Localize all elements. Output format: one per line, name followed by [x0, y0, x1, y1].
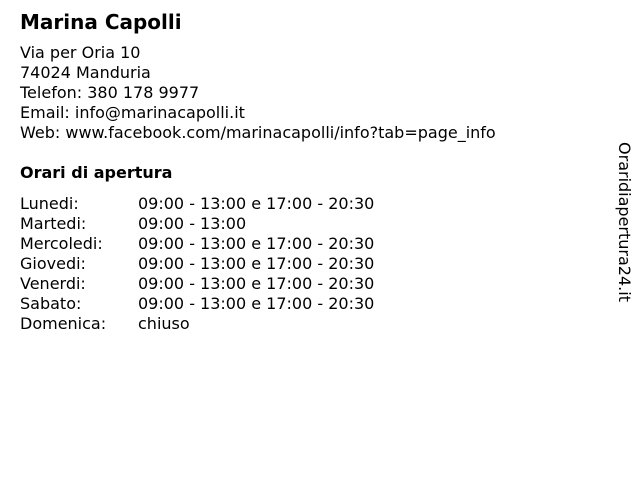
phone-text: Telefon: 380 178 9977	[20, 83, 200, 102]
site-watermark: Oraridiapertura24.it	[615, 142, 634, 302]
day-label: Venerdi:	[20, 274, 86, 293]
address-street: Via per Oria 10	[20, 43, 141, 62]
day-label: Lunedi:	[20, 194, 79, 213]
time-value: chiuso	[138, 314, 190, 333]
time-value: 09:00 - 13:00	[138, 214, 247, 233]
day-label: Giovedi:	[20, 254, 86, 273]
address-city: 74024 Manduria	[20, 63, 151, 82]
day-label: Domenica:	[20, 314, 107, 333]
opening-hours-title: Orari di apertura	[20, 163, 173, 182]
time-value: 09:00 - 13:00 e 17:00 - 20:30	[138, 294, 375, 313]
time-value: 09:00 - 13:00 e 17:00 - 20:30	[138, 274, 375, 293]
time-value: 09:00 - 13:00 e 17:00 - 20:30	[138, 234, 375, 253]
contact-block	[20, 43, 496, 143]
day-label: Sabato:	[20, 294, 82, 313]
time-value: 09:00 - 13:00 e 17:00 - 20:30	[138, 254, 375, 273]
email-text: Email: info@marinacapolli.it	[20, 103, 245, 122]
day-label: Mercoledi:	[20, 234, 103, 253]
time-value: 09:00 - 13:00 e 17:00 - 20:30	[138, 194, 375, 213]
website-text: Web: www.facebook.com/marinacapolli/info?tab=page_info	[20, 123, 496, 142]
business-name: Marina Capolli	[20, 10, 182, 34]
day-label: Martedi:	[20, 214, 87, 233]
